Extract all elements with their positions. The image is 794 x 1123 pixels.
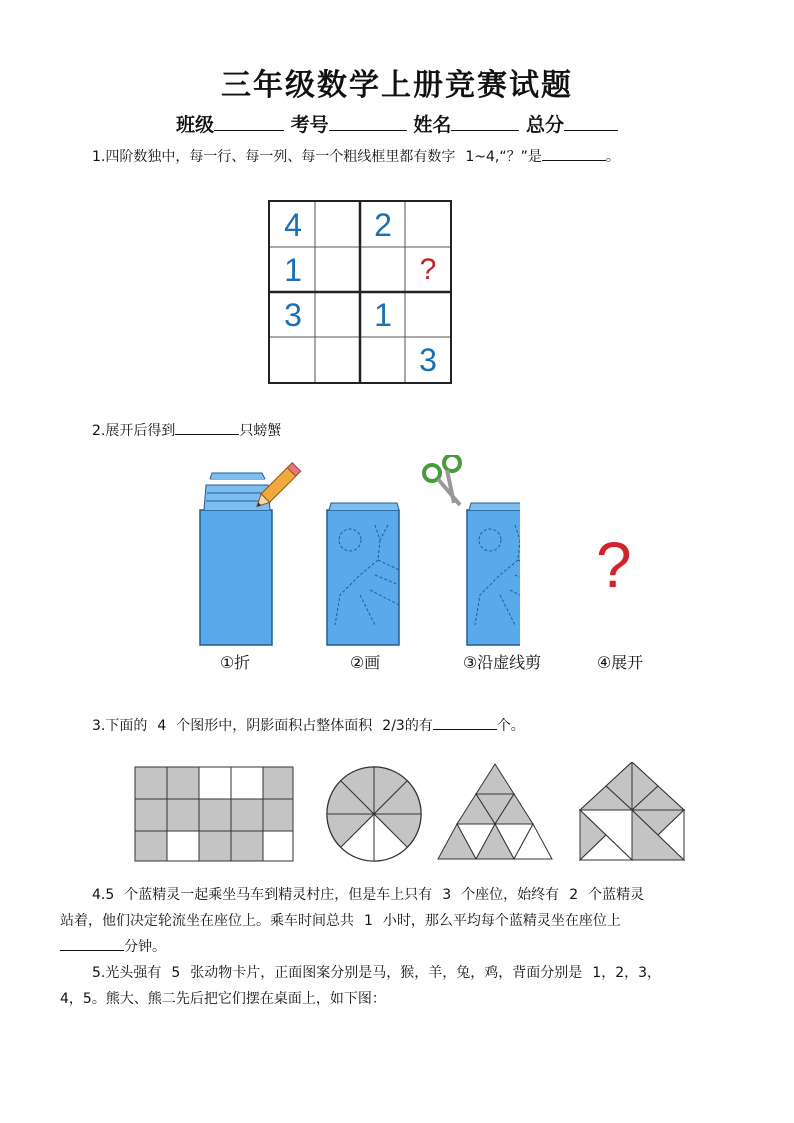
question-4 xyxy=(92,882,644,908)
sudoku-cell: 1 xyxy=(284,251,302,288)
q5-text-c: 张动物卡片，正面图案分别是马，猴，羊，兔，鸡，背面分别是 xyxy=(190,965,583,981)
q4-text-b: 个蓝精灵一起乘坐马车到精灵村庄，但是车上只有 xyxy=(124,887,433,903)
step-2-label: ②画 xyxy=(349,653,381,672)
crab-folding-illustration xyxy=(190,455,520,650)
q4-answer-blank xyxy=(60,936,124,951)
q1-range: 1~4, xyxy=(465,149,500,165)
divided-house xyxy=(580,762,684,860)
q5-text-a: 5.光头强有 xyxy=(92,965,162,981)
grid-rectangle xyxy=(135,767,293,861)
q4-hours: 1 xyxy=(364,913,373,929)
question-5 xyxy=(92,960,661,986)
divided-circle xyxy=(327,767,421,861)
shaded-shapes xyxy=(133,762,693,864)
step-4-label: ④展开 xyxy=(596,653,644,672)
question-2 xyxy=(92,418,281,444)
class-label: 班级 xyxy=(176,114,215,136)
q3-fraction: 2/3 xyxy=(382,718,405,734)
q1-text-c: “？”是 xyxy=(499,149,542,165)
paper-dashed-lines xyxy=(467,503,520,645)
q3-answer-blank xyxy=(433,715,497,730)
number-label: 考号 xyxy=(290,114,329,136)
divided-triangle xyxy=(438,764,552,859)
q3-text-a: 3.下面的 xyxy=(92,718,148,734)
sudoku-cell xyxy=(405,292,451,338)
sudoku-cell: 4 xyxy=(284,206,302,243)
q4-text-d: 个座位，始终有 xyxy=(461,887,560,903)
sudoku-cell xyxy=(315,247,361,293)
sudoku-cell xyxy=(360,337,406,383)
sudoku-cell: 3 xyxy=(284,296,302,333)
question-4-line-3 xyxy=(60,934,166,960)
q4-text-2c: 小时，那么平均每个蓝精灵坐在座位上 xyxy=(382,913,621,929)
number-blank xyxy=(329,112,407,131)
question-1 xyxy=(92,144,620,170)
question-4-line-2 xyxy=(60,908,621,934)
name-blank xyxy=(451,112,519,131)
sudoku-cell: ? xyxy=(419,253,437,286)
sudoku-cell: 3 xyxy=(419,341,437,378)
q2-text: 2.展开后得到 xyxy=(92,423,176,439)
q4-text-f: 个蓝精灵 xyxy=(588,887,645,903)
step-3-label: ③沿虚线剪 xyxy=(462,653,542,672)
sudoku-cell xyxy=(315,337,361,383)
q5-text-2: 4，5。熊大、熊二先后把它们摆在桌面上，如下图： xyxy=(60,991,386,1007)
q4-text-2a: 站着，他们决定轮流坐在座位上。乘车时间总共 xyxy=(60,913,354,929)
student-info-line xyxy=(0,110,794,137)
q1-answer-blank xyxy=(542,146,606,161)
q3-text-c: 的有 xyxy=(404,718,433,734)
q1-text: 1.四阶数独中，每一行、每一列、每一个粗线框里都有数字 xyxy=(92,149,456,165)
question-3 xyxy=(92,713,525,739)
class-blank xyxy=(214,112,284,131)
q4-standing: 2 xyxy=(569,887,579,903)
sudoku-cell: 2 xyxy=(374,206,392,243)
paper-with-drawing xyxy=(327,503,399,645)
unfold-question-mark: ? xyxy=(596,529,632,601)
q4-text-3: 分钟。 xyxy=(124,939,166,955)
name-label: 姓名 xyxy=(413,114,452,136)
score-blank xyxy=(564,112,618,131)
sudoku-cell xyxy=(315,202,361,248)
page-title: 三年级数学上册竞赛试题 xyxy=(221,68,573,103)
q5-count: 5 xyxy=(171,965,181,981)
q4-number: 4.5 xyxy=(92,887,115,903)
q3-text-b: 个图形中，阴影面积占整体面积 xyxy=(176,718,373,734)
sudoku-cell xyxy=(360,247,406,293)
score-label: 总分 xyxy=(525,114,564,136)
q5-numbers: 1，2，3， xyxy=(592,965,662,981)
q3-text-d: 个。 xyxy=(496,718,525,734)
q1-period: 。 xyxy=(605,149,620,165)
scissors-icon xyxy=(424,455,460,505)
step-1-label: ①折 xyxy=(219,653,251,672)
q2-text-b: 只螃蟹 xyxy=(239,423,282,439)
sudoku-cell xyxy=(405,202,451,248)
q4-seats: 3 xyxy=(442,887,452,903)
question-5-line-2 xyxy=(60,986,386,1012)
q2-answer-blank xyxy=(175,420,239,435)
sudoku-grid xyxy=(268,200,452,384)
sudoku-cell: 1 xyxy=(374,296,392,333)
q3-count: 4 xyxy=(157,718,167,734)
sudoku-cell xyxy=(270,337,316,383)
sudoku-cell xyxy=(315,292,361,338)
